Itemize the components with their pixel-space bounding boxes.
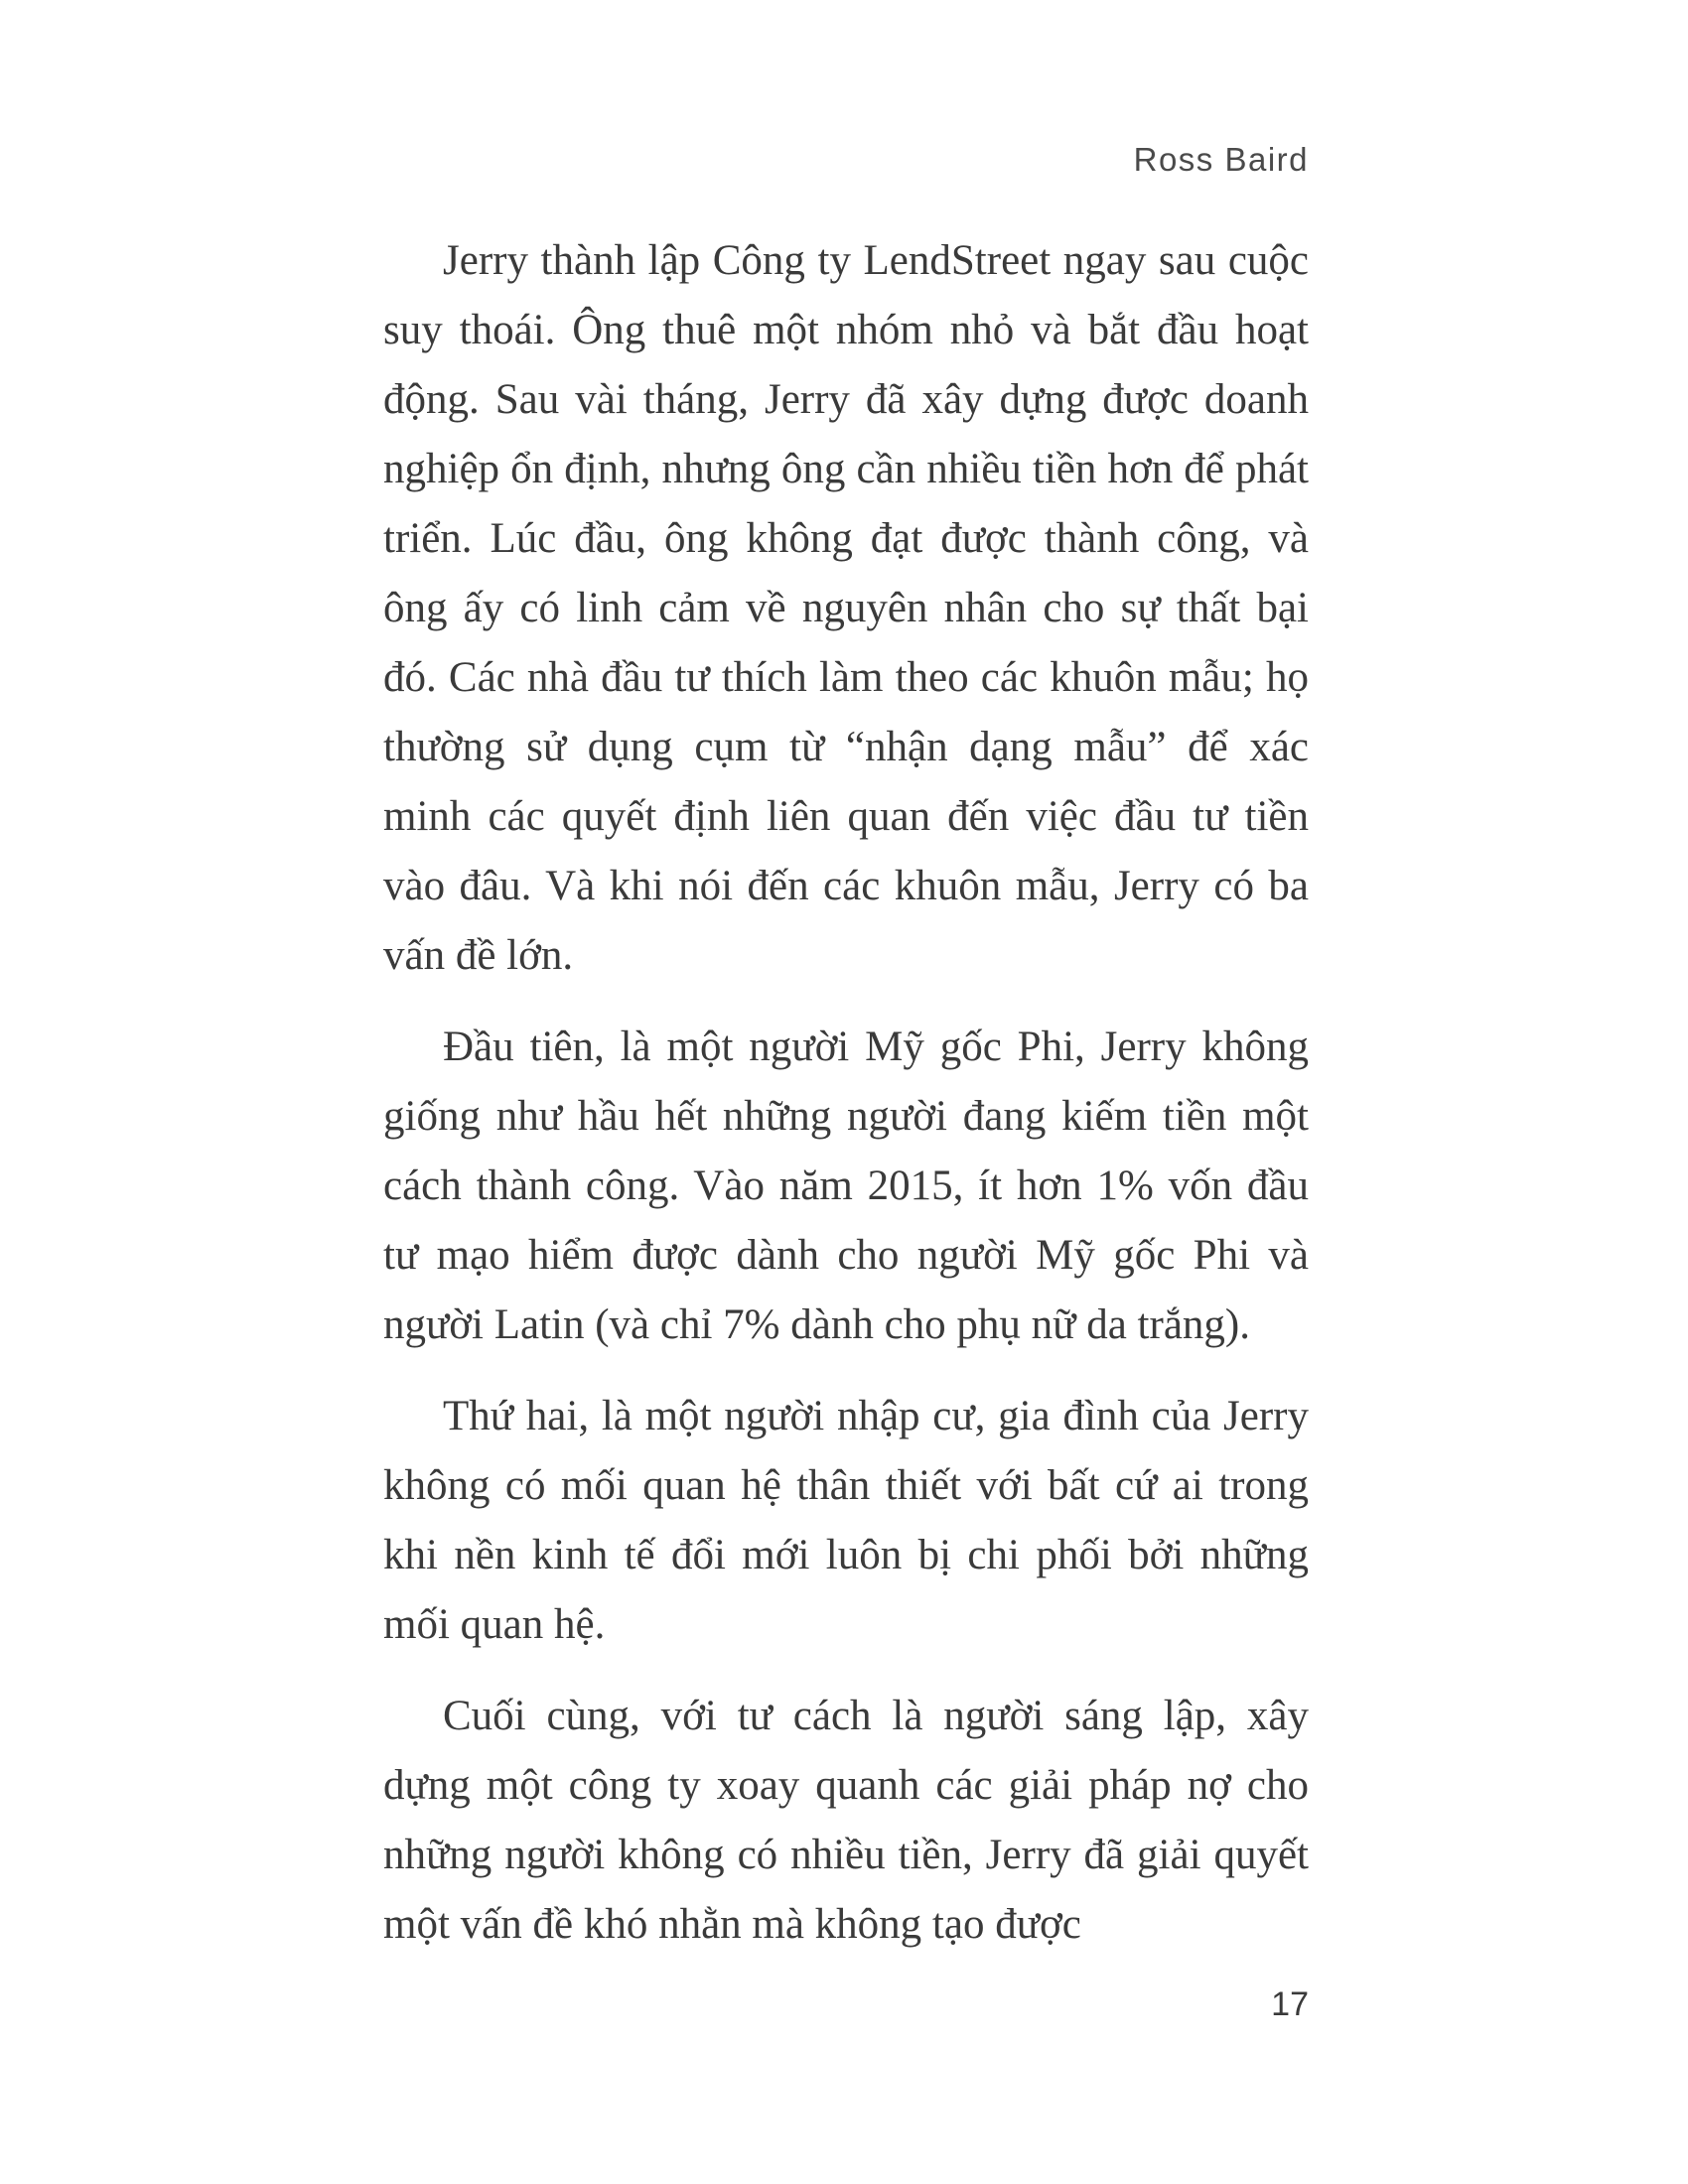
body-paragraph: Thứ hai, là một người nhập cư, gia đình của Jerry không có mối quan hệ thân thiết với bất cứ ai trong khi nền kinh tế đổi mới luôn bị chi phối bởi những mối quan hệ. [383, 1393, 1309, 1648]
body-paragraph: Jerry thành lập Công ty LendStreet ngay sau cuộc suy thoái. Ông thuê một nhóm nhỏ và bắt đầu hoạt động. Sau vài tháng, Jerry đã xây dựng được doanh nghiệp ổn định, nhưng ông cần nhiều tiền hơn để phát triển. Lúc đầu, ông không đạt được thành công, và ông ấy có linh cảm về nguyên nhân cho sự thất bại đó. Các nhà đầu tư thích làm theo các khuôn mẫu; họ thường sử dụng cụm từ “nhận dạng mẫu” để xác minh các quyết định liên quan đến việc đầu tư tiền vào đâu. Và khi nói đến các khuôn mẫu, Jerry có ba vấn đề lớn. [383, 237, 1309, 979]
body-paragraph: Cuối cùng, với tư cách là người sáng lập, xây dựng một công ty xoay quanh các giải pháp nợ cho những người không có nhiều tiền, Jerry đã giải quyết một vấn đề khó nhằn mà không tạo được [383, 1693, 1309, 1948]
page-number: 17 [1271, 1985, 1309, 2023]
body-paragraph: Đầu tiên, là một người Mỹ gốc Phi, Jerry không giống như hầu hết những người đang kiếm tiền một cách thành công. Vào năm 2015, ít hơn 1% vốn đầu tư mạo hiểm được dành cho người Mỹ gốc Phi và người Latin (và chỉ 7% dành cho phụ nữ da trắng). [383, 1024, 1309, 1348]
running-header-author: Ross Baird [1133, 141, 1309, 178]
page-body-text [383, 226, 1309, 1981]
